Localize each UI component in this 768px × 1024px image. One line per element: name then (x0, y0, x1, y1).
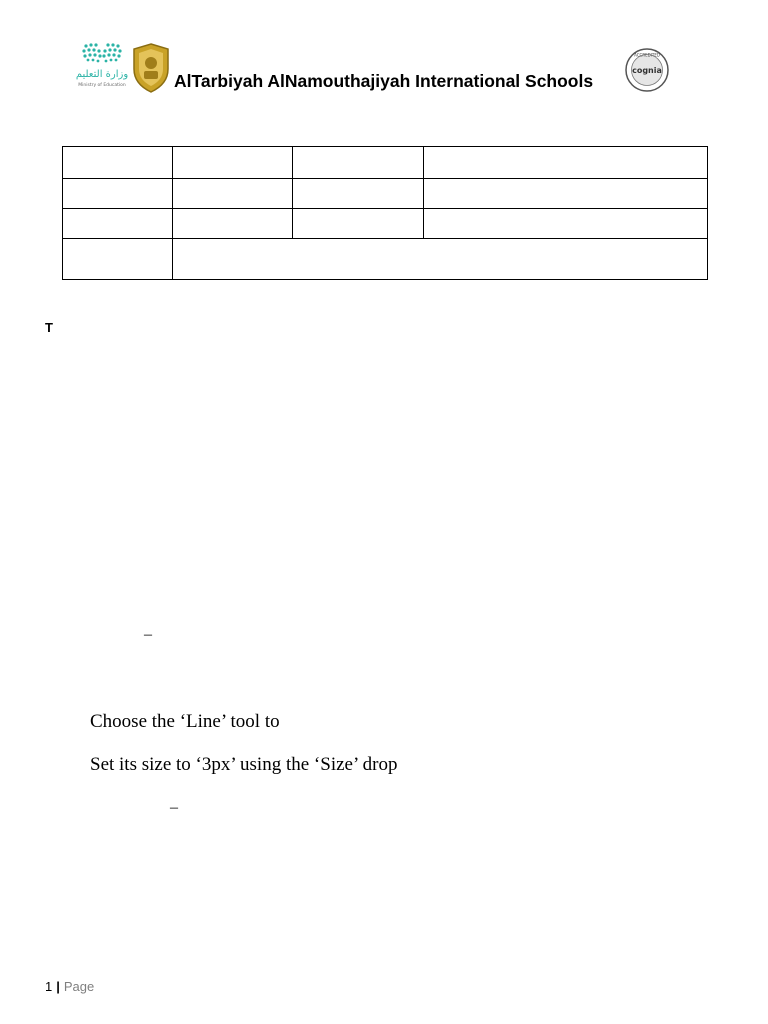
table-cell-merged (172, 239, 707, 280)
table-cell (172, 209, 292, 239)
cognia-wordmark: cognia (632, 66, 662, 75)
page-footer (45, 979, 94, 994)
table-row (63, 179, 708, 209)
table-cell (292, 179, 424, 209)
document-header (0, 0, 768, 110)
footer-separator: | (56, 979, 60, 994)
page-label: Page (63, 979, 95, 994)
table-cell (424, 209, 708, 239)
instruction-line-1: Choose the ‘Line’ tool to (90, 711, 280, 732)
moe-logo-subtext: Ministry of Education (78, 83, 126, 88)
cognia-accreditation-logo (624, 46, 670, 94)
ministry-of-education-logo (72, 40, 132, 92)
table-cell (63, 239, 173, 280)
table-cell (172, 147, 292, 179)
table-cell (63, 179, 173, 209)
instruction-line-2: Set its size to ‘3px’ using the ‘Size’ drop (90, 754, 398, 775)
moe-logo-arabic-text: وزارة التعليم (75, 69, 129, 80)
table-cell (63, 209, 173, 239)
table-row (63, 209, 708, 239)
school-name-title: AlTarbiyah AlNamouthajiyah International Schools (174, 71, 594, 91)
table-row (63, 239, 708, 280)
dash-mark: – (170, 799, 178, 816)
table-cell (424, 179, 708, 209)
table-cell (172, 179, 292, 209)
table-cell (424, 147, 708, 179)
table-cell (292, 147, 424, 179)
dash-mark: – (144, 626, 152, 643)
table-cell (63, 147, 173, 179)
school-crest-icon (131, 43, 171, 93)
page-number: 1 (45, 979, 53, 994)
cognia-ring-text: ACCREDITED (634, 52, 660, 58)
student-info-table (62, 146, 708, 280)
section-marker: T (45, 320, 53, 335)
table-row (63, 147, 708, 179)
table-cell (292, 209, 424, 239)
